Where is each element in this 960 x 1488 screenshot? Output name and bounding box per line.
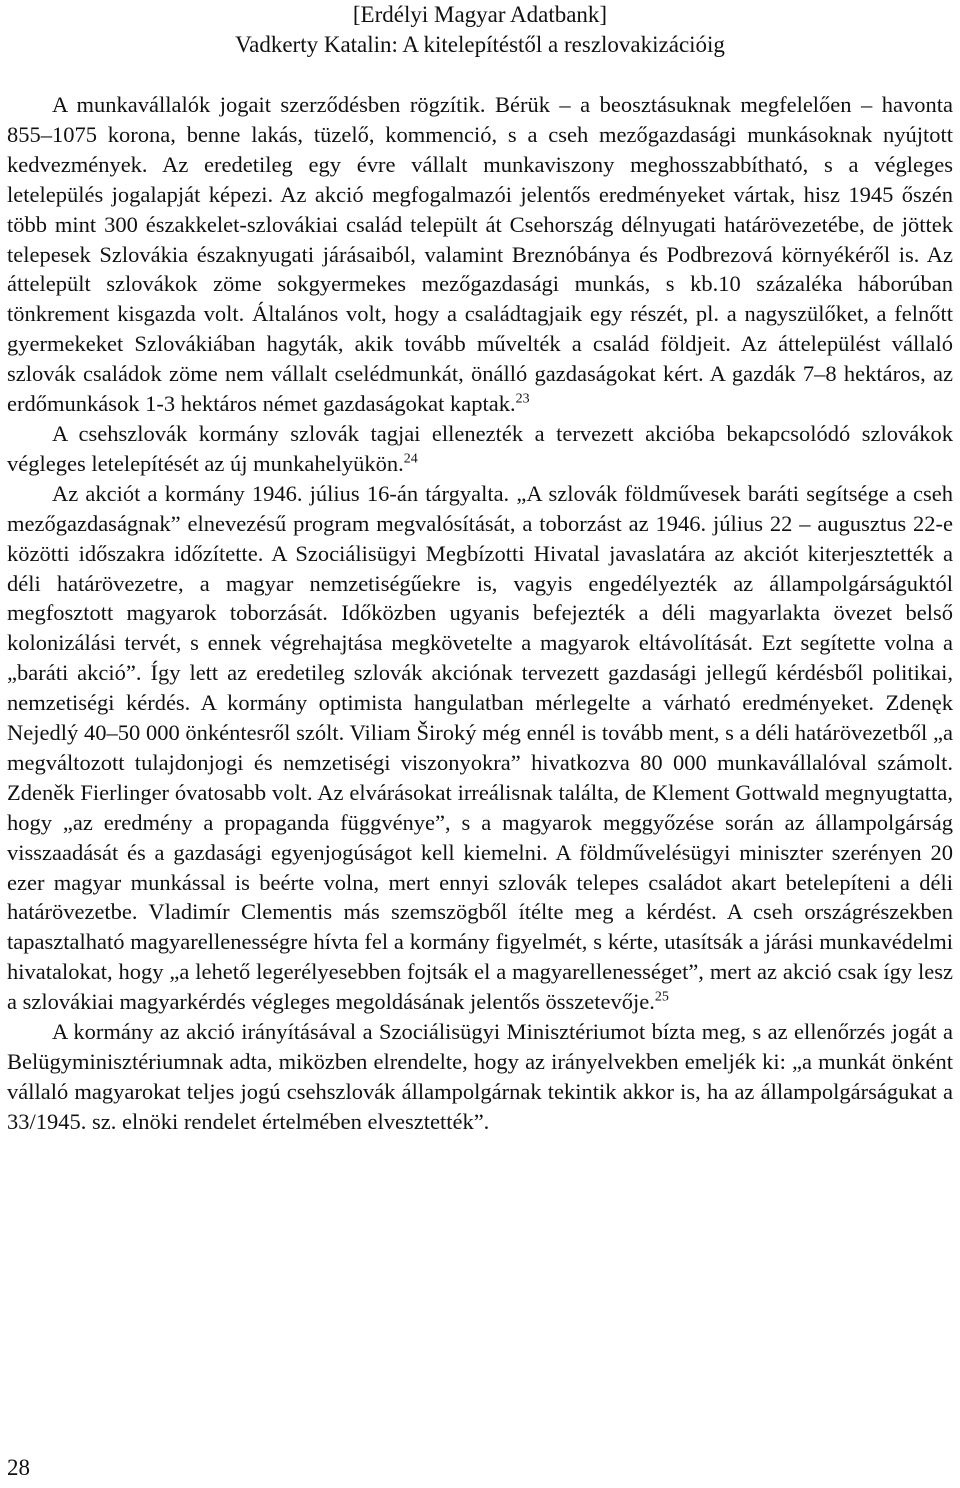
header-citation: Vadkerty Katalin: A kitelepítéstől a reszlovakizációig [235, 32, 725, 57]
paragraph [7, 419, 953, 479]
footnote-marker[interactable]: 23 [515, 391, 530, 407]
paragraph [7, 90, 953, 419]
header-source: [Erdélyi Magyar Adatbank] [352, 2, 608, 27]
page-number: 28 [7, 1455, 30, 1480]
paragraph [7, 1017, 953, 1137]
footnote-marker[interactable]: 25 [654, 989, 669, 1005]
paragraph-text: A munkavállalók jogait szerződésben rögzítik. Bérük – a beosztásuknak megfelelően – havonta 855–1075 korona, benne lakás, tüzelő, kommenció, s a cseh mezőgazdasági munkásoknak nyújtott kedvezmények. Az eredetileg egy évre vállalt munkaviszony meghosszabbítható, s a végleges letelepülés jogalapját képezi. Az akció megfogalmazói jelentős eredményeket vártak, hisz 1945 őszén több mint 300 északkelet-szlovákiai család települt át Csehország délnyugati határövezetébe, de jöttek telepesek Szlovákia északnyugati járásaiból, valamint Breznóbánya és Podbrezová környékéről is. Az áttelepült szlovákok zöme sokgyermekes mezőgazdasági munkás, s kb.10 százaléka háborúban tönkrement kisgazda volt. Általános volt, hogy a családtagjaik egy részét, pl. a nagyszülőket, a felnőtt gyermekeket Szlovákiában hagyták, akik tovább művelték a család földjeit. Az áttelepülést vállaló szlovák családok zöme nem vállalt cselédmunkát, önálló gazdaságokat kért. A gazdák 7–8 hektáros, az erdőmunkások 1-3 hektáros német gazdaságokat kaptak. [7, 92, 953, 417]
paragraph-text: A csehszlovák kormány szlovák tagjai ellenezték a tervezett akcióba bekapcsolódó szlovákok végleges letelepítését az új munkahelyükön. [7, 420, 953, 476]
page-header [0, 0, 960, 60]
footnote-marker[interactable]: 24 [403, 451, 418, 467]
paragraph-text: Az akciót a kormány 1946. július 16-án tárgyalta. „A szlovák földművesek baráti segítsége a cseh mezőgazdaságnak” elnevezésű program megvalósítását, a toborzást az 1946. július 22 – augusztus 22-e közötti időszakra időzítette. A Szociálisügyi Megbízotti Hivatal javaslatára az akciót kiterjesztették a déli határövezetre, a magyar nemzetiségűekre is, vagyis engedélyezték az állampolgárságuktól megfosztott magyarok toborzását. Időközben ugyanis befejezték a déli magyarlakta övezet belső kolonizálási tervét, s ennek végrehajtása megkövetelte a magyarok eltávolítását. Ezt segítette volna a „baráti akció”. Így lett az eredetileg szlovák akciónak tervezett gazdasági jellegű kérdésből politikai, nemzetiségi kérdés. A kormány optimista hangulatban mérlegelte a várható eredményeket. Zdenęk Nejedlý 40–50 000 önkéntesről szólt. Viliam Široký még ennél is tovább ment, s a déli határövezetből „a megváltozott tulajdonjogi és nemzetiségi viszonyokra” hivatkozva 80 000 munkavállalóval számolt. Zdeněk Fierlinger óvatosabb volt. Az elvárásokat irreálisnak találta, de Klement Gottwald megnyugtatta, hogy „az eredmény a propaganda függvénye”, s a magyarok meggyőzése során az állampolgárság visszaadását és a gazdasági egyenjogúságot kell kiemelni. A földművelésügyi miniszter szerényen 20 ezer magyar munkással is beérte volna, mert ennyi szlovák telepes családot akart betelepíteni a déli határövezetbe. Vladimír Clementis más szemszögből ítélte meg a kérdést. A cseh országrészekben tapasztalható magyarellenességre hívta fel a kormány figyelmét, s kérte, utasítsák a járási munkavédelmi hivatalokat, hogy „a lehető legerélyesebben fojtsák el a magyarellenességet”, mert az akció csak így lesz a szlovákiai magyarkérdés végleges megoldásának jelentős összetevője. [7, 480, 953, 1015]
paragraph [7, 479, 953, 1017]
article-body [7, 90, 953, 1137]
paragraph-text: A kormány az akció irányításával a Szociálisügyi Minisztériumot bízta meg, s az ellenőrzés jogát a Belügyminisztériumnak adta, miközben elrendelte, hogy az irányelvekben emeljék ki: „a munkát önként vállaló magyarokat teljes jogú csehszlovák állampolgárnak tekintik akkor is, ha az állampolgárságukat a 33/1945. sz. elnöki rendelet értelmében elvesztették”. [7, 1019, 953, 1134]
